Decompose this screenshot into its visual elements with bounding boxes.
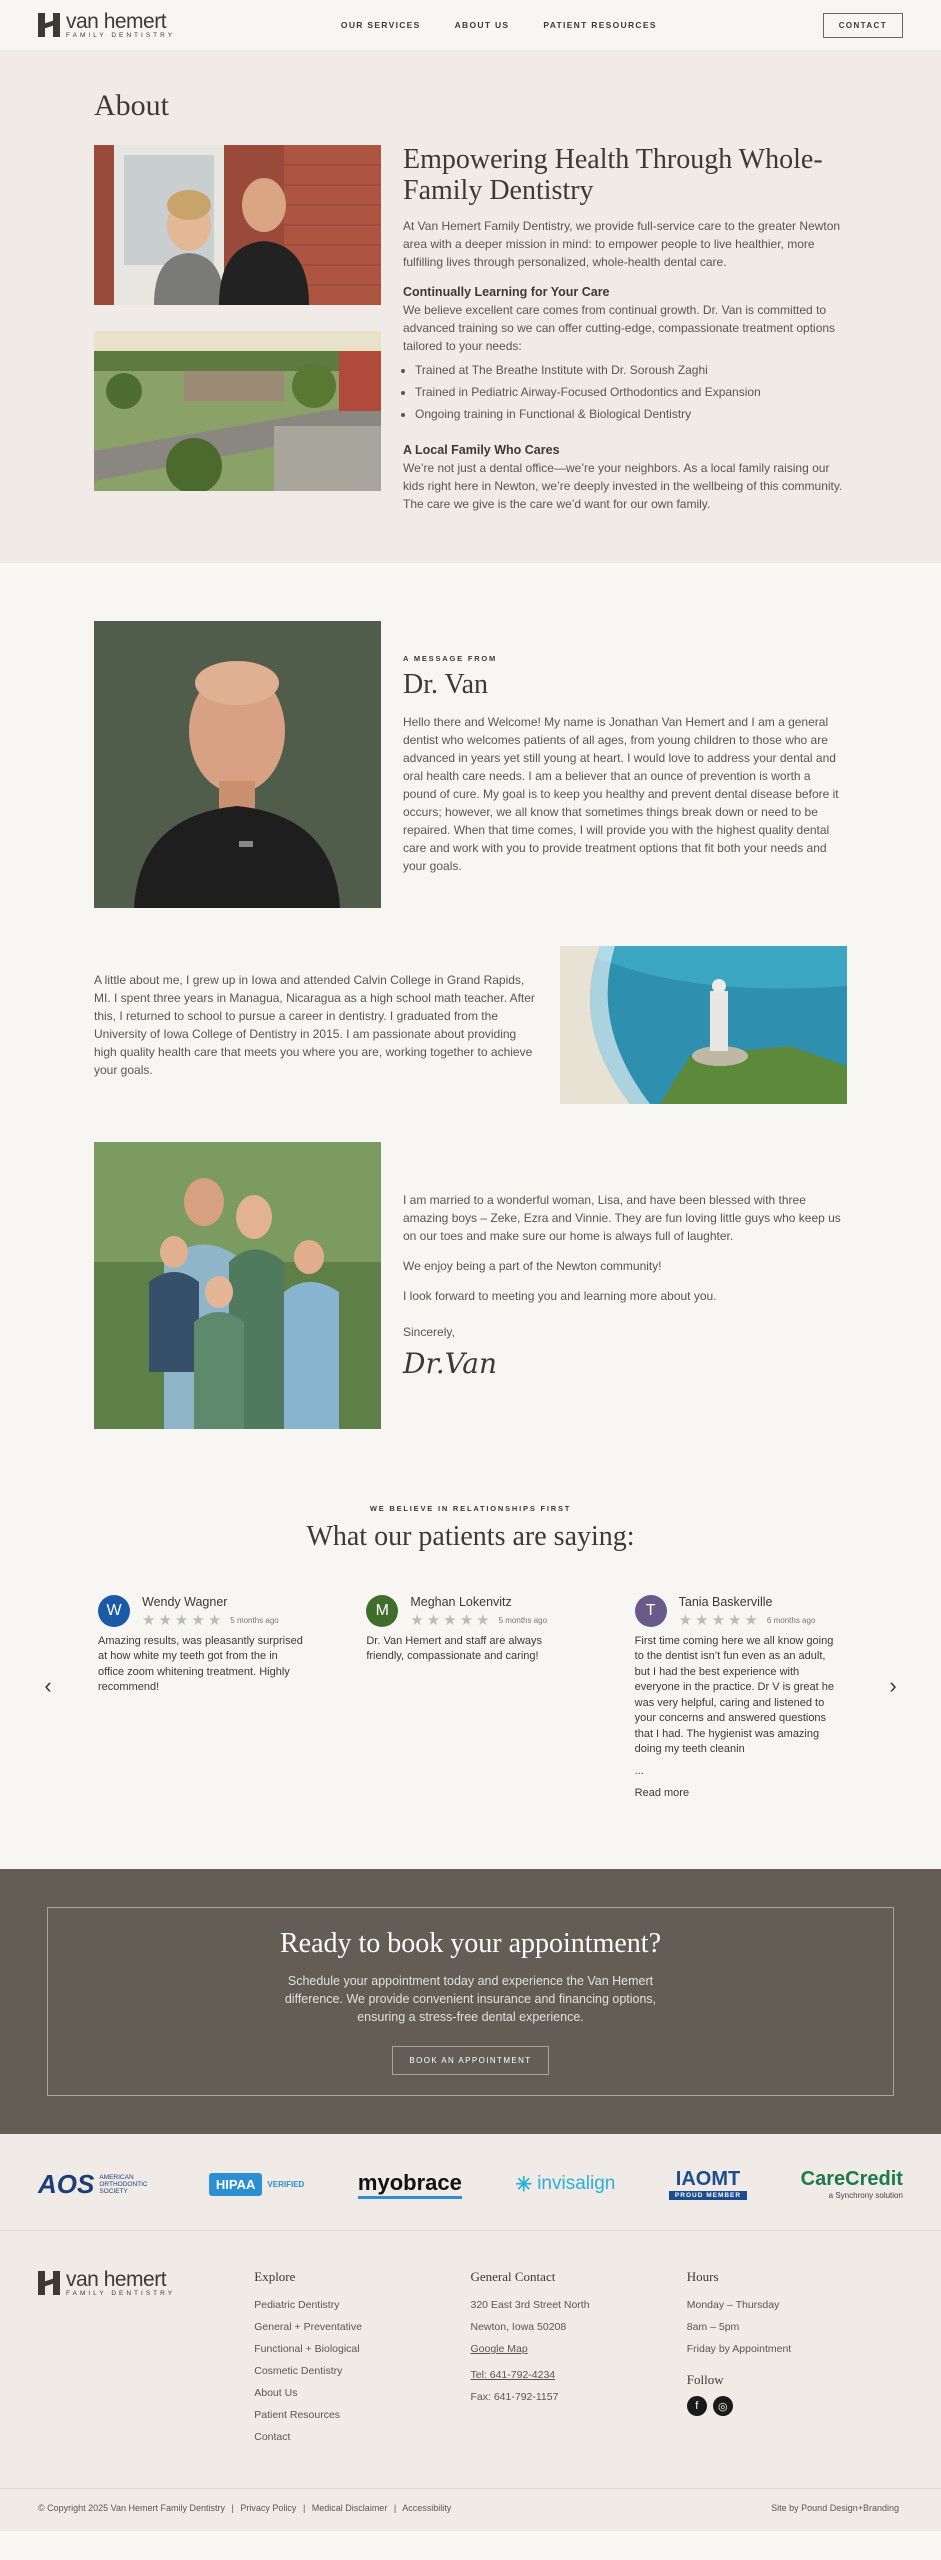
site-credit-link[interactable]: Site by Pound Design+Branding [771, 2503, 899, 2514]
footer-link-functional[interactable]: Functional + Biological [254, 2343, 360, 2356]
avatar: W [98, 1595, 130, 1627]
separator: | [302, 2503, 306, 2514]
iaomt-logo: IAOMT PROUD MEMBER [669, 2168, 747, 2200]
footer-link-about[interactable]: About Us [254, 2387, 298, 2400]
reviews-eyebrow: WE BELIEVE IN RELATIONSHIPS FIRST [369, 1503, 572, 1513]
footer-link-cosmetic[interactable]: Cosmetic Dentistry [254, 2365, 343, 2378]
google-map-link[interactable]: Google Map [470, 2343, 528, 2356]
book-title: Ready to book your appointment? [279, 1928, 662, 1960]
site-header [0, 0, 941, 51]
partner-logos [0, 2134, 941, 2231]
star-icon: ★ [410, 1611, 424, 1629]
star-icon: ★ [744, 1611, 758, 1629]
hours-friday: Friday by Appointment [686, 2343, 792, 2356]
reviews-carousel [38, 1595, 903, 1800]
family-text: I am married to a wonderful woman, Lisa, and have been blessed with three amazing boys – Zeke, Ezra and Vinnie. They are fun loving little guys who keep us on our toes and make sure our home is always full of laughter. [403, 1192, 841, 1243]
review-card [78, 1595, 326, 1696]
office-aerial-photo [94, 331, 381, 491]
review-text: Amazing results, was pleasantly surprised at how white my teeth got from the in office zoom whitening treatment. Highly recommend! [98, 1634, 303, 1694]
hipaa-logo: HIPAA VERIFIED [209, 2173, 304, 2196]
star-icon: ★ [695, 1611, 709, 1629]
star-icon: ★ [443, 1611, 457, 1629]
about-heading: Empowering Health Through Whole-Family Dentistry [403, 144, 823, 206]
list-item: • Ongoing training in Functional & Biological Dentistry [415, 407, 847, 421]
star-rating [679, 1613, 816, 1628]
follow-title: Follow [686, 2372, 724, 2388]
logo-name: van hemert [66, 2268, 167, 2292]
aos-logo: AOS AMERICAN ORTHODONTIC SOCIETY [38, 2168, 148, 2199]
coastal-statue-photo [560, 946, 847, 1104]
meeting-text: I look forward to meeting you and learning more about you. [403, 1288, 717, 1303]
review-date: 6 months ago [766, 1615, 816, 1625]
accessibility-link[interactable]: Accessibility [402, 2503, 452, 2514]
copyright-text: © Copyright 2025 Van Hemert Family Dentistry [38, 2503, 226, 2514]
star-icon: ★ [142, 1611, 156, 1629]
logo-mark-icon [38, 2271, 60, 2295]
sincerely-text: Sincerely, [403, 1324, 455, 1339]
myobrace-logo: myobrace [358, 2170, 462, 2199]
reviewer-name: Meghan Lokenvitz [410, 1594, 512, 1609]
carecredit-logo: CareCredit a Synchrony solution [800, 2168, 903, 2201]
signature: Dr.Van [403, 1346, 498, 1380]
avatar: T [635, 1595, 667, 1627]
nav-patient-resources[interactable]: PATIENT RESOURCES [543, 20, 657, 30]
star-icon: ★ [476, 1611, 490, 1629]
star-icon: ★ [711, 1611, 726, 1629]
invisalign-logo: ✳ invisalign [515, 2173, 616, 2196]
page-title: About [94, 89, 169, 122]
reviewer-name: Tania Baskerville [678, 1594, 773, 1609]
dr-van-message: Hello there and Welcome! My name is Jonathan Van Hemert and I am a general dentist who welcomes patients of all ages, from young children to those who are advanced in years yet still young at heart. I would love to address your dental and oral health care needs. I am a believer that an ounce of prevention is worth a pound of cure. My goal is to keep you healthy and prevent dental disease before it occurs; however, we all know that sometimes things break down or need to be repaired. When that time comes, I will provide you with the highest quality dental care and work with you to provide treatment options that fit both your needs and your goals. [403, 714, 839, 873]
hours-title: Hours [686, 2269, 719, 2285]
fax-number: Fax: 641-792-1157 [470, 2391, 559, 2404]
main-nav [341, 20, 657, 30]
footer-link-general[interactable]: General + Preventative [254, 2321, 362, 2334]
footer-link-contact[interactable]: Contact [254, 2431, 291, 2444]
about-me-text: A little about me, I grew up in Iowa and attended Calvin College in Grand Rapids, MI. I spent three years in Managua, Nicaragua as a high school math teacher. After this, I returned to school to pursue a career in dentistry. I graduated from the University of Iowa College of Dentistry in 2015. I am passionate about providing high quality health care that meets you where you are, working together to achieve your goals. [94, 972, 535, 1077]
instagram-icon[interactable]: ◎ [713, 2396, 733, 2416]
separator: | [393, 2503, 397, 2514]
star-icon: ★ [678, 1611, 693, 1629]
contact-title: General Contact [470, 2269, 556, 2285]
nav-our-services[interactable]: OUR SERVICES [340, 20, 421, 30]
star-icon: ★ [191, 1611, 205, 1629]
learning-title: Continually Learning for Your Care [403, 284, 610, 299]
address-line-1: 320 East 3rd Street North [470, 2299, 590, 2312]
privacy-link[interactable]: Privacy Policy [240, 2503, 297, 2514]
training-list [415, 363, 847, 421]
logo-sub: FAMILY DENTISTRY [66, 2290, 176, 2298]
chevron-right-icon[interactable]: › [889, 1672, 897, 1698]
star-icon: ★ [207, 1611, 222, 1629]
explore-title: Explore [254, 2269, 296, 2285]
chevron-left-icon[interactable]: ‹ [44, 1672, 52, 1698]
phone-link[interactable]: Tel: 641-792-4234 [470, 2369, 556, 2382]
list-item: • Trained at The Breathe Institute with Dr. Soroush Zaghi [415, 363, 847, 377]
dr-van-portrait [94, 621, 381, 908]
local-text: We’re not just a dental office—we’re your neighbors. As a local family raising our kids right here in Newton, we’re deeply invested in the wellbeing of this community. The care we give is the care we’d want for our own family. [403, 460, 843, 511]
review-text: Dr. Van Hemert and staff are always friendly, compassionate and caring! [366, 1634, 543, 1663]
star-burst-icon: ✳ [515, 2173, 533, 2196]
logo[interactable] [38, 11, 175, 40]
reviews-title: What our patients are saying: [306, 1520, 635, 1552]
dr-van-title: Dr. Van [403, 668, 489, 700]
star-icon: ★ [158, 1611, 172, 1629]
review-date: 5 months ago [498, 1615, 548, 1625]
dr-van-section [0, 563, 941, 1429]
hours-days: Monday – Thursday [686, 2299, 780, 2312]
about-intro: At Van Hemert Family Dentistry, we provide full-service care to the greater Newton area with a deeper mission in mind: to empower people to live healthier, more fulfilling lives through personalized, whole-health dental care. [403, 218, 841, 269]
disclaimer-link[interactable]: Medical Disclaimer [311, 2503, 388, 2514]
review-date: 5 months ago [230, 1615, 279, 1625]
read-more-link[interactable]: Read more [634, 1787, 690, 1800]
book-section [0, 1869, 941, 2134]
reviews-section [0, 1429, 941, 1870]
book-appointment-button[interactable]: BOOK AN APPOINTMENT [392, 2046, 548, 2075]
logo-sub: FAMILY DENTISTRY [66, 31, 176, 39]
footer-logo[interactable] [38, 2269, 254, 2298]
site-footer [0, 2231, 941, 2488]
contact-button[interactable]: CONTACT [823, 13, 903, 38]
copyright-bar [0, 2488, 941, 2531]
star-icon: ★ [728, 1611, 742, 1629]
facebook-icon[interactable]: f [687, 2396, 707, 2416]
book-text: Schedule your appointment today and experience the Van Hemert difference. We provide convenient insurance and financing options, ensuring a stress-free dental experience. [284, 1974, 657, 2025]
review-card [346, 1595, 594, 1665]
review-text: First time coming here we all know going to the dentist isn’t fun even as an adult, but I had the best experience with everyone in the practice. Dr V is great he was very helpful, caring and listened to your concerns and answered questions that I had. The hygienist was amazing doing my teeth cleanin [634, 1634, 834, 1756]
star-icon: ★ [174, 1611, 189, 1629]
hours-time: 8am – 5pm [686, 2321, 740, 2334]
logo-mark-icon [38, 13, 60, 37]
avatar: M [366, 1595, 398, 1627]
family-photo [94, 1142, 381, 1429]
reviewer-name: Wendy Wagner [142, 1594, 228, 1609]
local-title: A Local Family Who Cares [403, 442, 560, 457]
logo-name: van hemert [66, 9, 167, 33]
footer-link-resources[interactable]: Patient Resources [254, 2409, 341, 2422]
nav-about-us[interactable]: ABOUT US [454, 20, 510, 30]
message-eyebrow: A MESSAGE FROM [403, 653, 498, 663]
staff-photo [94, 145, 381, 305]
star-icon: ★ [459, 1611, 474, 1629]
footer-link-pediatric[interactable]: Pediatric Dentistry [254, 2299, 340, 2312]
review-ellipsis: ... [634, 1764, 644, 1777]
learning-text: We believe excellent care comes from continual growth. Dr. Van is committed to advanced training so we can offer cutting-edge, compassionate treatment options tailored to your needs: [403, 302, 836, 353]
community-text: We enjoy being a part of the Newton community! [403, 1258, 662, 1273]
star-rating [142, 1613, 279, 1628]
star-icon: ★ [426, 1611, 441, 1629]
review-card [615, 1595, 863, 1800]
list-item: • Trained in Pediatric Airway-Focused Orthodontics and Expansion [415, 385, 847, 399]
about-section [0, 51, 941, 563]
separator: | [231, 2503, 234, 2514]
star-rating [410, 1613, 547, 1628]
address-line-2: Newton, Iowa 50208 [470, 2321, 567, 2334]
